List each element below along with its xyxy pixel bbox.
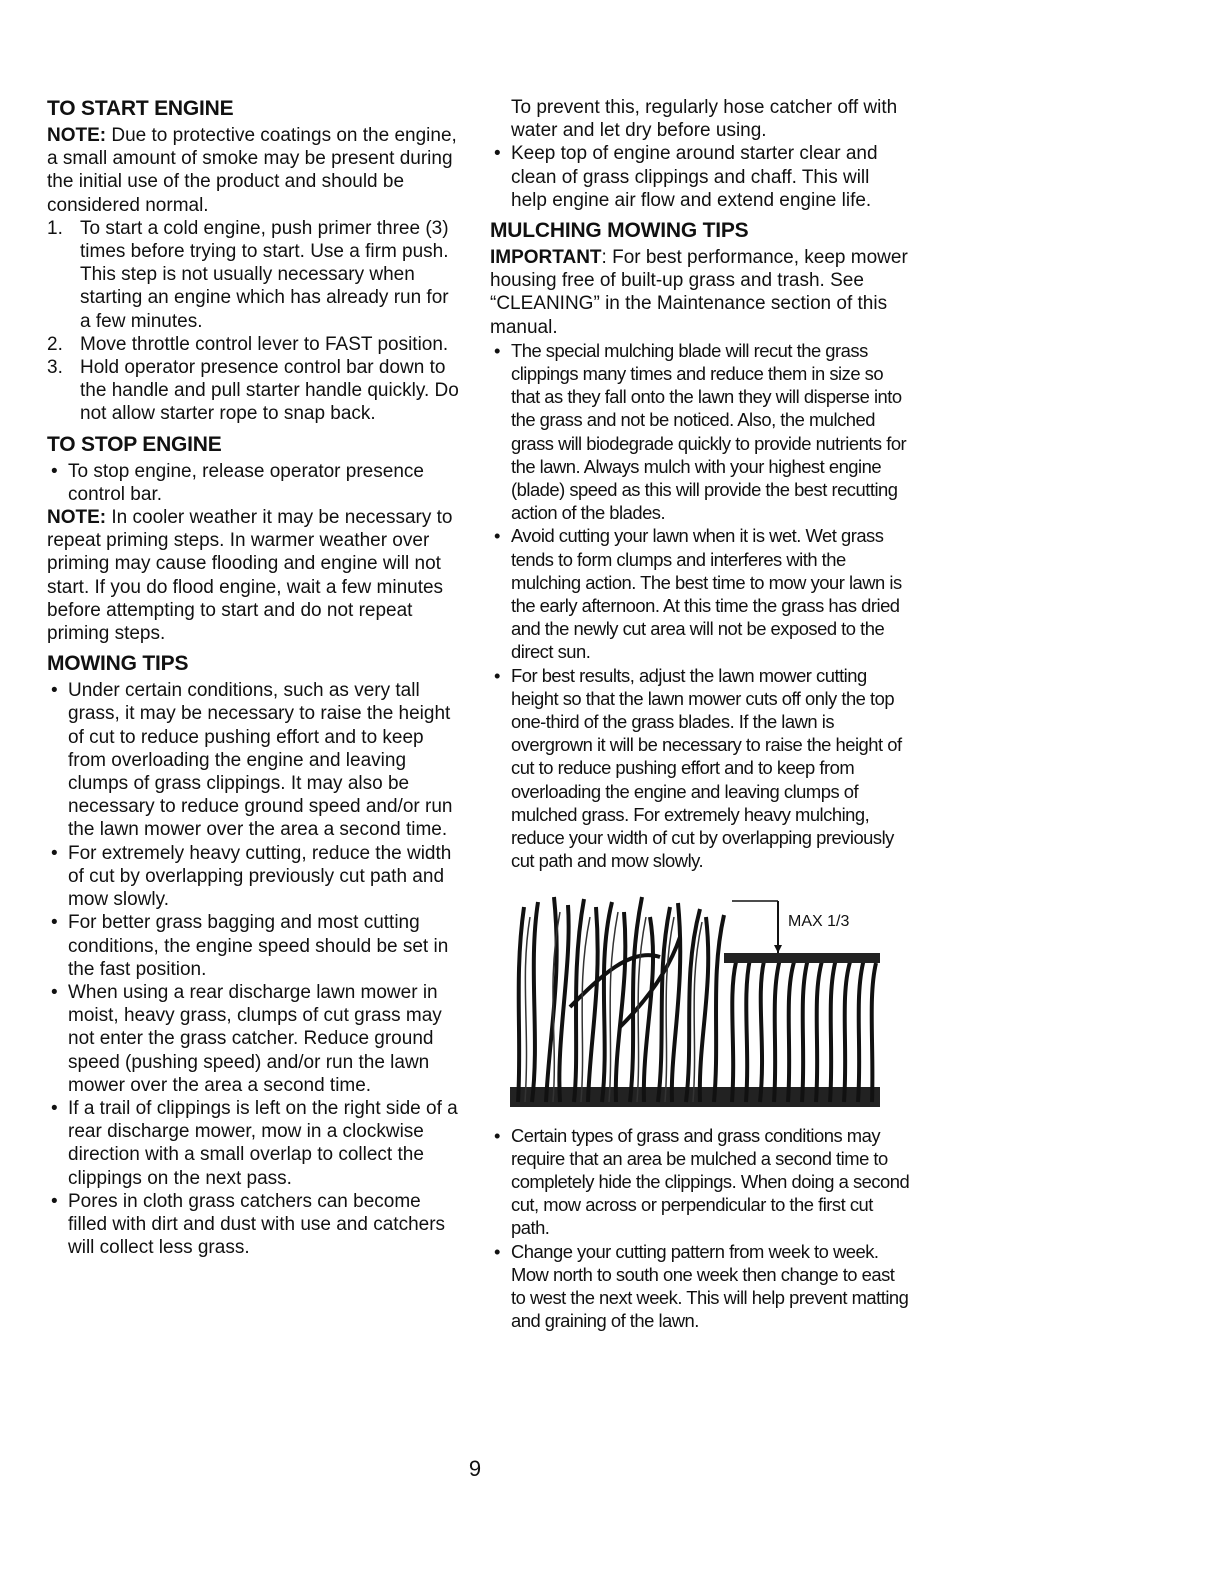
note-label: NOTE: [47,125,107,146]
start-step-3 [47,356,462,426]
list-item-text: To stop engine, release operator presence control bar. [68,460,424,505]
list-item [47,460,462,506]
list-item [490,664,910,873]
list-item [490,524,910,663]
step-text: Move throttle control lever to FAST position. [80,333,449,355]
list-item-text: For best results, adjust the lawn mower cutting height so that the lawn mower cuts off only the top one-third of the grass blades. If the lawn is overgrown it will be necessary to raise the height of cut to reduce pushing effort and to keep from overloading the engine and leaving clumps of mulched grass. For extremely heavy mulching, reduce your width of cut by overlapping previously cut path and mow slowly. [511,664,902,872]
bullet-icon: • [51,981,58,1003]
list-item [490,339,910,525]
bullet-icon: • [494,1240,500,1262]
list-item-text: For extremely heavy cutting, reduce the width of cut by overlapping previously cut path and mow slowly. [68,842,452,911]
list-item-text: If a trail of clippings is left on the right side of a rear discharge mower, mow in a clockwise direction with a small overlap to collect the clippings on the next pass. [68,1097,458,1189]
list-item-text: Avoid cutting your lawn when it is wet. Wet grass tends to form clumps and interferes with the mulching action. The best time to mow your lawn is the early afternoon. At this time the grass has dried and the newly cut area will not be exposed to the direct sun. [511,525,902,663]
start-steps [47,217,462,426]
step-text: Hold operator presence control bar down to the handle and pull starter handle quickly. Do not allow starter rope to snap back. [80,357,459,425]
max-height-label: MAX 1/3 [788,912,850,930]
important-note [490,246,910,339]
stop-engine-heading: TO STOP ENGINE [47,432,222,456]
list-item [490,1240,910,1333]
bullet-icon: • [51,842,58,864]
start-engine-note [47,124,462,217]
list-item [47,842,462,912]
engine-care-list [490,142,910,212]
grass-height-illustration [510,887,890,1112]
important-label: IMPORTANT [490,247,602,269]
list-item-text: Certain types of grass and grass conditions may require that an area be mulched a second time to completely hide the clippings. When doing a second cut, mow across or perpendicular to the first cut path. [511,1124,910,1239]
list-item [490,1124,910,1240]
mulching-tips-list-continued [490,1124,910,1333]
list-item [47,911,462,981]
list-item-text: Keep top of engine around starter clear and clean of grass clippings and chaff. This will help engine air flow and extend engine life. [511,143,878,211]
list-item [47,1097,462,1190]
left-column [47,96,462,1259]
note-text: In cooler weather it may be necessary to repeat priming steps. In warmer weather over priming may cause flooding and engine will not start. If you do flood engine, wait a few minutes before attempting to start and do not repeat priming steps. [47,507,453,645]
right-column [490,96,910,1332]
important-text: : For best performance, keep mower housing free of built-up grass and trash. See “CLEANING” in the Maintenance section of this manual. [490,247,908,338]
step-number: 2. [47,333,63,355]
stop-engine-note [47,506,462,645]
list-item-text: Under certain conditions, such as very tall grass, it may be necessary to raise the height of cut to reduce pushing effort and to keep from overloading the engine and leaving clumps of grass clippings. It may also be necessary to reduce ground speed and/or run the lawn mower over the area a second time. [68,680,453,841]
bullet-icon: • [494,525,500,547]
mowing-tips-heading: MOWING TIPS [47,652,189,676]
list-item [47,981,462,1097]
bullet-icon: • [494,664,500,686]
mulching-tips-list [490,339,910,873]
page-number: 9 [468,1456,482,1481]
bullet-icon: • [51,1097,58,1119]
mulching-tips-heading: MULCHING MOWING TIPS [490,219,749,243]
bullet-icon: • [494,1124,500,1146]
list-item-text: Change your cutting pattern from week to week. Mow north to south one week then change to east to west the next week. This will help prevent matting and graining of the lawn. [511,1240,909,1332]
mowing-tips-list [47,679,462,1259]
step-number: 3. [47,357,63,379]
stop-bullets [47,460,462,506]
list-item [47,1190,462,1260]
list-item-text: The special mulching blade will recut the grass clippings many times and reduce them in size so that as they fall onto the lawn they will disperse into the grass and not be noticed. Also, the mulched grass will biodegrade quickly to provide nutrients for the lawn. Always mulch with your highest engine (blade) speed as this will provide the best recutting action of the blades. [511,339,907,524]
bullet-icon: • [51,912,58,934]
bullet-icon: • [51,460,58,482]
start-step-1 [47,217,462,333]
list-item-text: For better grass bagging and most cutting conditions, the engine speed should be set in the fast position. [68,912,449,980]
start-step-2 [47,333,462,356]
continued-text: To prevent this, regularly hose catcher off with water and let dry before using. [511,97,898,142]
note-label: NOTE: [47,507,107,529]
note-text: Due to protective coatings on the engine, a small amount of smoke may be present during the initial use of the product and should be considered normal. [47,125,457,216]
bullet-icon: • [51,1190,58,1212]
bullet-icon: • [494,143,501,165]
list-item [47,679,462,841]
list-item-text: When using a rear discharge lawn mower in moist, heavy grass, clumps of cut grass may not enter the grass catcher. Reduce ground speed (pushing speed) and/or run the lawn mower over the area a second time. [68,981,442,1096]
start-engine-heading: TO START ENGINE [47,97,234,120]
step-number: 1. [47,217,63,239]
step-text: To start a cold engine, push primer three (3) times before trying to start. Use a firm push. This step is not usually necessary when starting an engine which has already run for a few minutes. [80,217,449,332]
bullet-icon: • [51,680,58,702]
list-item [490,142,910,212]
bullet-icon: • [494,339,500,361]
list-item-text: Pores in cloth grass catchers can become filled with dirt and dust with use and catchers will collect less grass. [68,1190,446,1259]
